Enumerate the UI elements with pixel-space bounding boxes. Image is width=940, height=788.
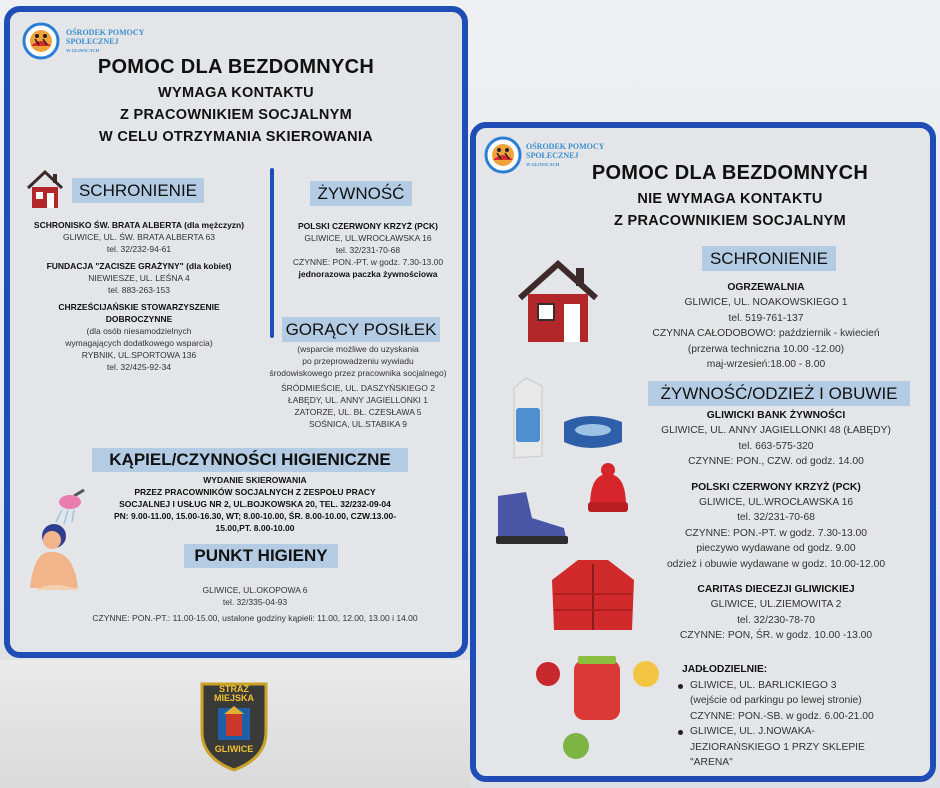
hygiene-heading: PUNKT HIGIENY [184,544,338,568]
hot-meal-heading: GORĄCY POSIŁEK [282,317,440,342]
poster-requires-contact [4,6,468,658]
house-icon [516,256,600,346]
bath-heading: KĄPIEL/CZYNNOŚCI HIGIENICZNE [92,448,408,472]
badge-label-bottom: GLIWICE [214,744,254,754]
shelter-list: SCHRONISKO ŚW. BRATA ALBERTA (dla mężczyzn) GLIWICE, UL. ŚW. BRATA ALBERTA 63 tel. 32/232-94-61 FUNDACJA "ZACISZE GRAŻYNY" (dla kobiet) NIEWIESZE, UL. LEŚNA 4 tel. 883-263-153 CHRZEŚCIJAŃSKIE STOWARZYSZENIE DOBROCZYNNE (dla osób niesamodzielnych wymagających dodatkowego wsparcia) RYBNIK, UL.SPORTOWA 136 tel. 32/425-92-34 [33,220,245,372]
soup-kitchens-list [676,678,874,770]
food-heading: ŻYWNOŚĆ [310,181,412,206]
column-divider [270,168,274,338]
shelter-heading: SCHRONIENIE [72,178,204,203]
page-title: POMOC DLA BEZDOMNYCH [591,162,869,184]
page-subtitle: NIE WYMAGA KONTAKTU Z PRACOWNIKIEM SOCJALNYM [614,191,846,229]
red-jacket-icon [548,554,638,636]
shelter-details: OGRZEWALNIA GLIWICE, UL. NOAKOWSKIEGO 1 tel. 519-761-137 CZYNNA CAŁODOBOWO: październik - kwiecień (przerwa techniczna 10.00 -12.00) maj-wrzesień:18.00 - 8.00 [652,282,880,371]
fruit-and-jar-icon [534,654,664,764]
food-clothing-heading: ŻYWNOŚĆ/ODZIEŻ I OBUWIE [648,381,910,406]
soup-kitchens-heading: JADŁODZIELNIE: [682,664,768,675]
winter-hat-icon [586,462,630,514]
logo-text: OŚRODEK POMOCY SPOŁECZNEJ W GLIWICACH [526,142,605,167]
shower-person-icon [22,486,100,596]
list-item: GLIWICE, UL. BARLICKIEGO 3 (wejście od parkingu po lewej stronie) CZYNNE: PON.-SB. w godz. 6.00-21.00 [676,678,874,724]
ops-logo-icon [484,136,522,174]
food-clothing-list: GLIWICKI BANK ŻYWNOŚCI GLIWICE, UL. ANNY JAGIELLONKI 48 (ŁABĘDY) tel. 663-575-320 CZYNNE: PON., CZW. od godz. 14.00 POLSKI CZERWONY KRZYŻ (PCK) GLIWICE, UL.WROCŁAWSKA 16 tel. 32/231-70-68 CZYNNE: PON.-PT. w godz. 7.30-13.00 pieczywo wydawane od godz. 9.00 odzież i obuwie wydawane w godz. 10.00-12.00 CARITAS DIECEZJI GLIWICKIEJ GLIWICE, UL.ZIEMOWITA 2 tel. 32/230-78-70 CZYNNE: PON, ŚR. w godz. 10.00 -13.00 [661,410,891,642]
poster-no-contact [470,122,936,782]
hygiene-details: GLIWICE, UL.OKOPOWA 6 tel. 32/335-04-93 CZYNNE: PON.-PT.: 11.00-15.00, ustalone godziny kąpieli: 11.00, 12.00, 13.00 i 14.00 [92,585,418,623]
bath-details: WYDANIE SKIEROWANIA PRZEZ PRACOWNIKÓW SOCJALNYCH Z ZESPOŁU PRACY SOCJALNEJ I USŁUG NR 2, UL.BOJKOWSKA 20, TEL. 32/232-09-04 PN: 9.00-11.00, 15.00-16.30, WT; 8.00-10.00, ŚR. 8.00-10.00, CZW.13.00- 15.00,PT. 8.00-10.00 [113,475,397,533]
ops-logo-icon [22,22,60,60]
badge-label-top: STRAŻ MIEJSKA [213,684,254,703]
hiking-boot-icon [492,488,572,546]
hot-meal-details: (wsparcie możliwe do uzyskania po przeprowadzeniu wywiadu środowiskowego przez pracownika socjalnego) ŚRÓDMIEŚCIE, UL. DASZYŃSKIEGO 2 ŁABĘDY, UL. ANNY JAGIELLONKI 1 ZATORZE, UL. BŁ. CZESŁAWA 5 SOŚNICA, UL.STABIKA 9 [269,344,447,429]
list-item: GLIWICE, UL. J.NOWAKA- JEZIORAŃSKIEGO 1 PRZY SKLEPIE "ARENA" [676,724,874,770]
house-icon [26,168,64,210]
milk-and-tin-icon [504,376,630,460]
page-subtitle: WYMAGA KONTAKTU Z PRACOWNIKIEM SOCJALNYM W CELU OTRZYMANIA SKIEROWANIA [99,85,373,145]
food-details: POLSKI CZERWONY KRZYŻ (PCK) GLIWICE, UL.WROCŁAWSKA 16 tel. 32/231-70-68 CZYNNE: PON.-PT. w godz. 7.30-13.00 jednorazowa paczka żywnościowa [292,221,444,279]
shelter-heading: SCHRONIENIE [702,246,836,271]
page-title: POMOC DLA BEZDOMNYCH [97,56,375,78]
logo-text: OŚRODEK POMOCY SPOŁECZNEJ W GLIWICACH [66,28,145,53]
